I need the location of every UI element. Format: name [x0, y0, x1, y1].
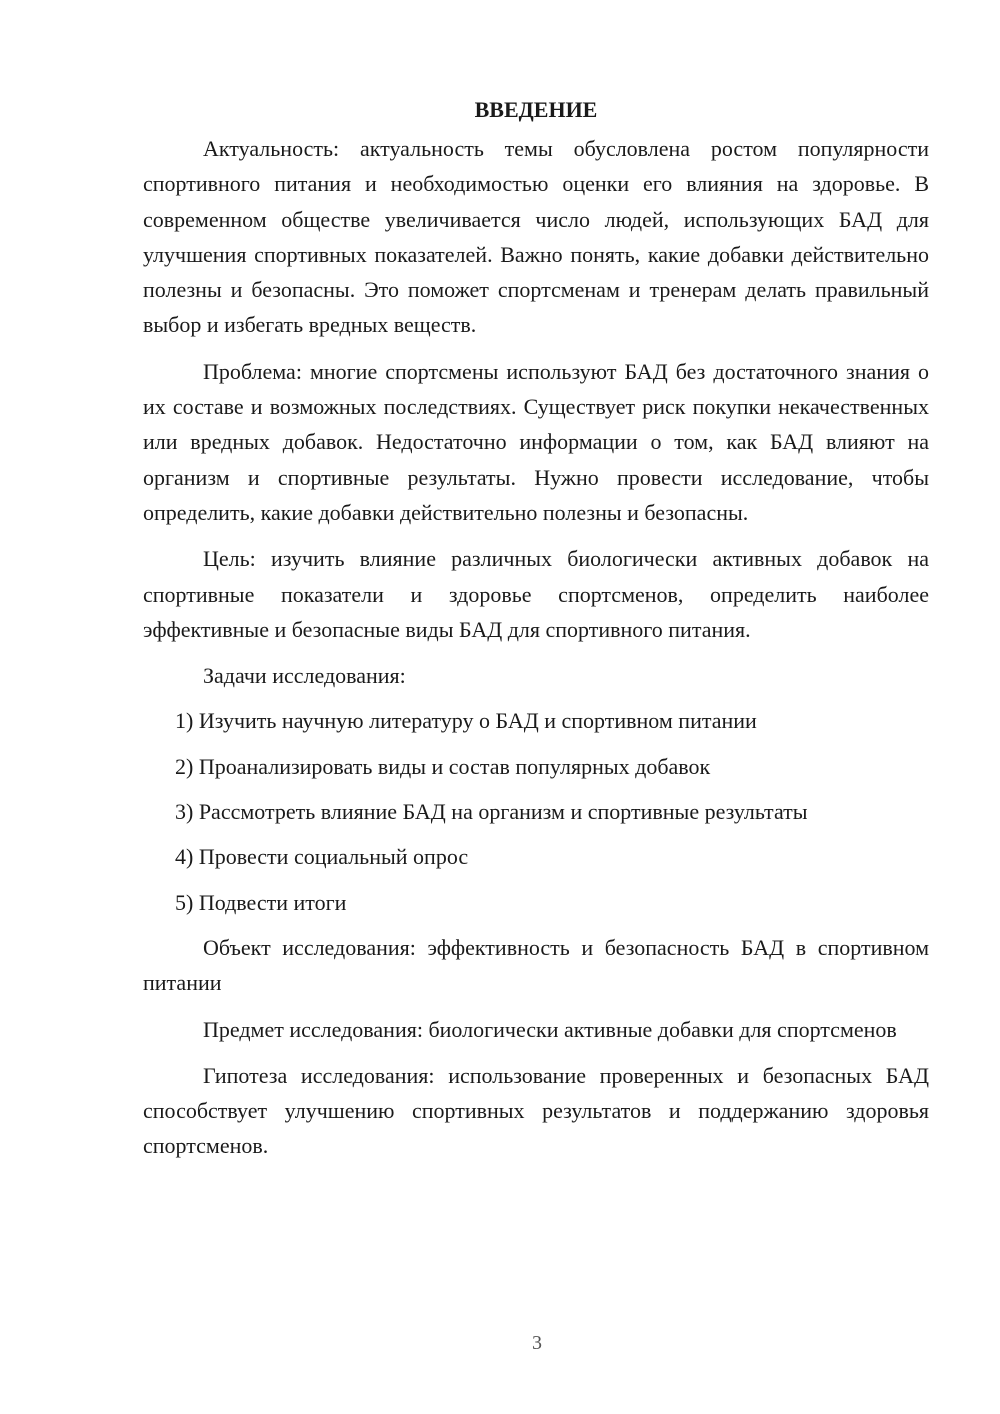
document-body — [143, 92, 929, 1175]
goal-paragraph: Цель: изучить влияние различных биологически активных добавок на спортивные показатели и здоровье спортсменов, определить наиболее эффективные и безопасные виды БАД для спортивного питания. — [143, 546, 929, 642]
task-item: 3) Рассмотреть влияние БАД на организм и спортивные результаты — [175, 799, 808, 825]
object-paragraph: Объект исследования: эффективность и безопасность БАД в спортивном питании — [143, 934, 929, 996]
problem-paragraph: Проблема: многие спортсмены используют БАД без достаточного знания о их составе и возможных последствиях. Существует риск покупки некачественных или вредных добавок. Недостаточно информации о том, как БАД влияют на организм и спортивные результаты. Нужно провести исследование, чтобы определить, какие добавки действительно полезны и безопасны. — [143, 358, 929, 525]
page-number: 3 — [532, 1332, 542, 1354]
task-item: 1) Изучить научную литературу о БАД и спортивном питании — [175, 708, 757, 734]
tasks-heading: Задачи исследования: — [203, 663, 406, 689]
task-item: 4) Провести социальный опрос — [175, 844, 469, 870]
section-title: ВВЕДЕНИЕ — [474, 97, 598, 122]
hypothesis-paragraph: Гипотеза исследования: использование проверенных и безопасных БАД способствует улучшению спортивных результатов и поддержанию здоровья спортсменов. — [143, 1062, 929, 1159]
task-item: 5) Подвести итоги — [175, 889, 347, 915]
relevance-paragraph: Актуальность: актуальность темы обусловлена ростом популярности спортивного питания и необходимостью оценки его влияния на здоровье. В современном обществе увеличивается число людей, использующих БАД для улучшения спортивных показателей. Важно понять, какие добавки действительно полезны и безопасны. Это поможет спортсменам и тренерам делать правильный выбор и избегать вредных веществ. — [143, 136, 929, 338]
tasks-list — [143, 703, 929, 919]
task-item: 2) Проанализировать виды и состав популярных добавок — [175, 753, 711, 779]
subject-paragraph: Предмет исследования: биологически активные добавки для спортсменов — [203, 1016, 897, 1042]
